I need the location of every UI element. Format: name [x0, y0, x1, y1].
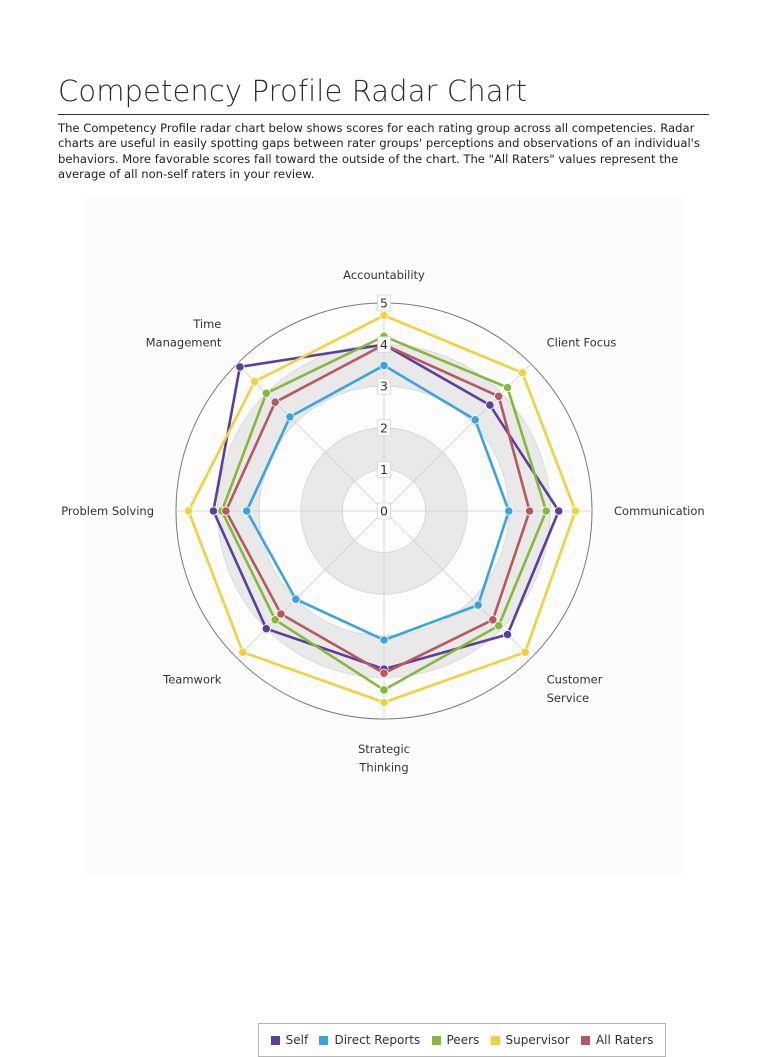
data-point	[505, 507, 513, 515]
data-point	[184, 507, 192, 515]
data-point	[380, 698, 388, 706]
data-point	[525, 507, 533, 515]
data-point	[380, 669, 388, 677]
data-point	[555, 507, 563, 515]
data-point	[380, 361, 388, 369]
data-point	[495, 392, 503, 400]
data-point	[380, 636, 388, 644]
data-point	[222, 507, 230, 515]
data-point	[277, 610, 285, 618]
axis-label: Service	[546, 691, 590, 706]
data-point	[239, 648, 247, 656]
data-point	[209, 507, 217, 515]
legend-item	[491, 1033, 570, 1047]
legend-label: Self	[285, 1033, 309, 1047]
title-divider	[58, 114, 709, 115]
radial-tick-label: 3	[380, 378, 388, 394]
data-point	[271, 398, 279, 406]
data-point	[471, 416, 479, 424]
axis-label: Teamwork	[163, 672, 222, 687]
data-point	[503, 630, 511, 638]
data-point	[286, 413, 294, 421]
axis-label: Communication	[614, 504, 705, 518]
data-point	[262, 625, 270, 633]
axis-label: Customer	[546, 672, 603, 687]
data-point	[292, 595, 300, 603]
axis-label: Thinking	[359, 760, 409, 775]
chart-legend	[258, 1023, 666, 1057]
data-point	[380, 311, 388, 319]
data-point	[486, 401, 494, 409]
data-point	[489, 616, 497, 624]
legend-swatch	[319, 1036, 328, 1045]
legend-label: Peers	[446, 1033, 480, 1047]
data-point	[474, 601, 482, 609]
radial-tick-label: 4	[380, 337, 388, 353]
legend-label: All Raters	[595, 1033, 654, 1047]
legend-swatch	[271, 1036, 280, 1045]
data-point	[503, 383, 511, 391]
data-point	[250, 377, 258, 385]
data-point	[542, 507, 550, 515]
legend-item	[319, 1033, 420, 1047]
data-point	[518, 369, 526, 377]
radial-tick-label: 1	[380, 461, 388, 477]
legend-label: Direct Reports	[334, 1033, 421, 1047]
data-point	[571, 507, 579, 515]
axis-label: Client Focus	[546, 335, 617, 350]
data-point	[243, 507, 251, 515]
legend-swatch	[432, 1036, 441, 1045]
chart-panel	[61, 196, 705, 1047]
axis-label: Accountability	[343, 268, 425, 282]
axis-label: Strategic	[358, 742, 410, 756]
legend-item	[581, 1033, 653, 1047]
data-point	[236, 363, 244, 371]
axis-label: Management	[145, 335, 222, 350]
legend-item	[271, 1033, 309, 1047]
radial-tick-label: 2	[380, 420, 388, 436]
radial-tick-label: 5	[380, 295, 388, 311]
data-point	[521, 648, 529, 656]
axis-label: Problem Solving	[61, 504, 154, 518]
page-title: Competency Profile Radar Chart	[58, 74, 528, 108]
legend-label: Supervisor	[505, 1033, 570, 1047]
radial-tick-label: 0	[380, 503, 388, 519]
legend-swatch	[491, 1036, 500, 1045]
intro-paragraph: The Competency Profile radar chart below shows scores for each rating group across all competencies. Radar charts are useful in easily spotting gaps between rater groups' perceptions and observations of an individual's behaviors. More favorable scores fall toward the outside of the chart. The "All Raters" values represent the average of all non-self raters in your review.	[58, 121, 700, 182]
radar-chart	[61, 196, 705, 876]
legend-item	[432, 1033, 480, 1047]
data-point	[262, 389, 270, 397]
legend-swatch	[581, 1036, 590, 1045]
axis-label: Time	[193, 316, 222, 331]
data-point	[380, 686, 388, 694]
